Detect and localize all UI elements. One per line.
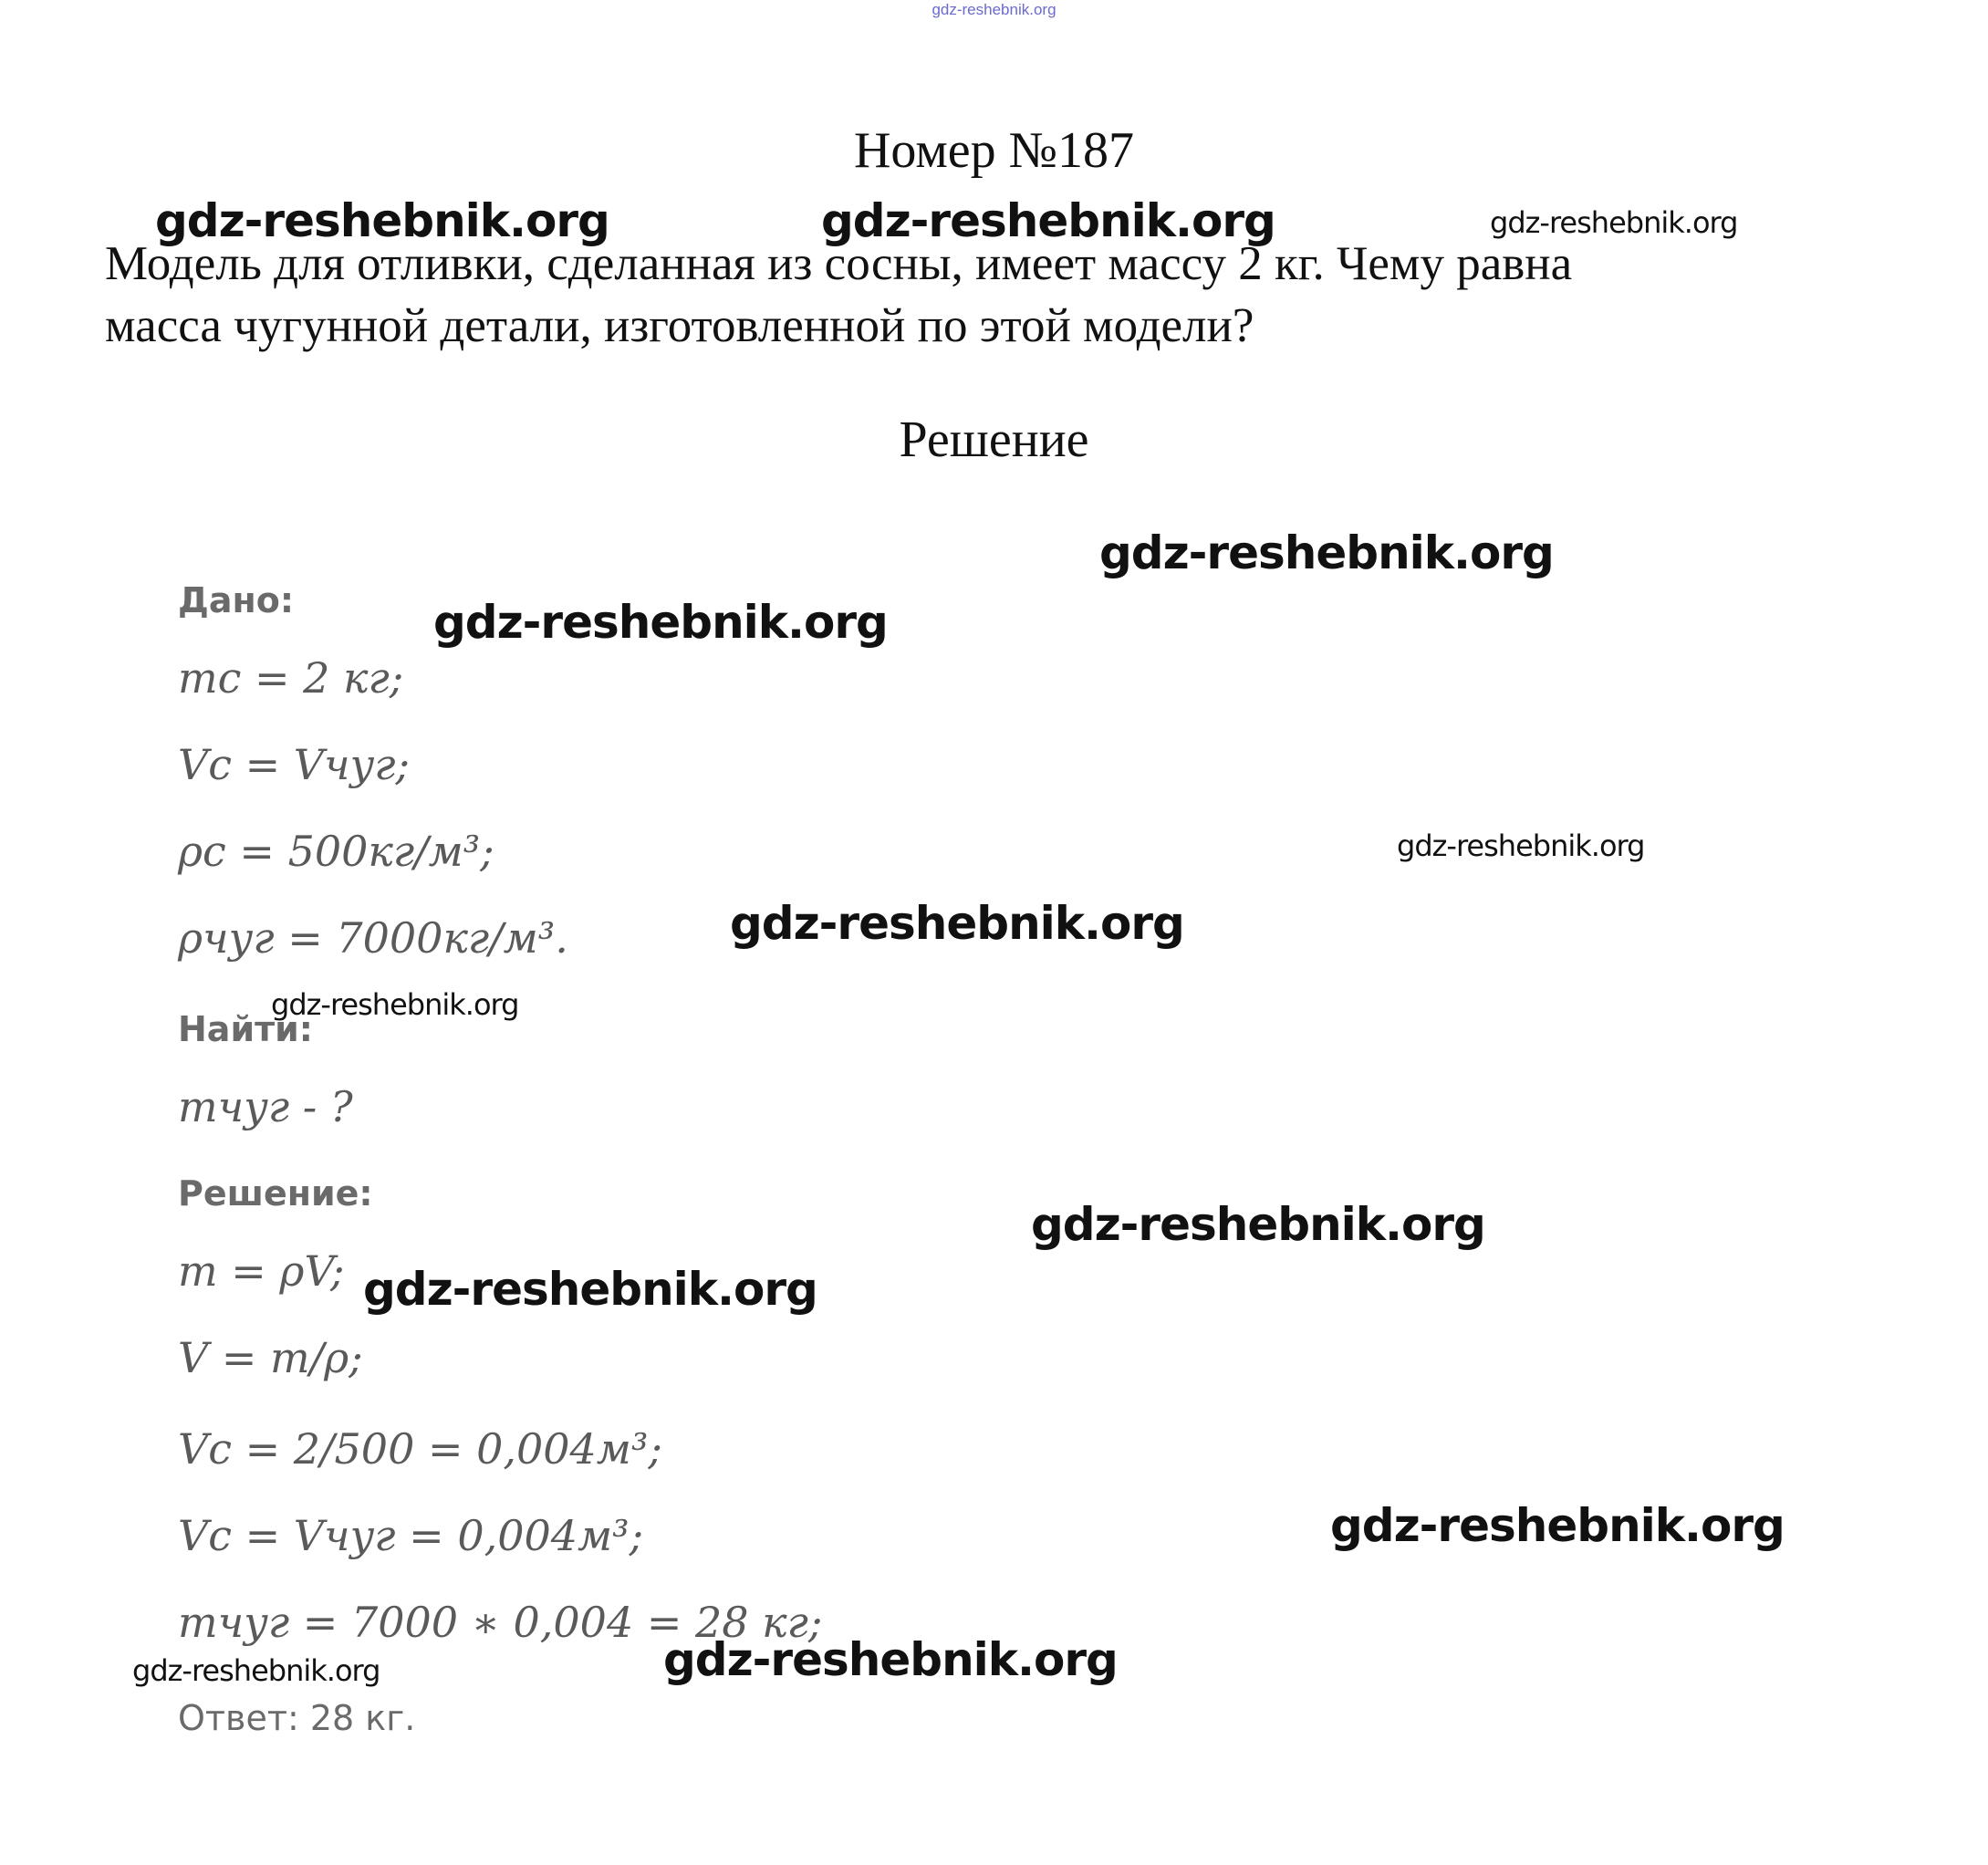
calc-volume-pine: Vc = 2/500 = 0,004м³; (178, 1424, 662, 1474)
watermark: gdz-reshebnik.org (155, 194, 609, 247)
given-volume-equal: Vc = Vчуг; (178, 740, 411, 789)
watermark: gdz-reshebnik.org (663, 1633, 1118, 1686)
answer: Ответ: 28 кг. (178, 1698, 416, 1738)
given-mass-pine: mс = 2 кг; (178, 653, 404, 703)
problem-statement (105, 233, 1838, 357)
watermark: gdz-reshebnik.org (132, 1653, 380, 1688)
find-label: Найти: (178, 1009, 313, 1049)
problem-line-2: масса чугунной детали, изготовленной по этой модели? (105, 299, 1254, 352)
find-value: mчуг - ? (178, 1082, 353, 1131)
calc-mass-iron: mчуг = 7000 ∗ 0,004 = 28 кг; (178, 1598, 823, 1647)
given-density-iron: ρчуг = 7000кг/м³. (178, 913, 568, 963)
given-label: Дано: (178, 580, 295, 620)
watermark: gdz-reshebnik.org (271, 987, 519, 1022)
watermark: gdz-reshebnik.org (363, 1263, 817, 1316)
watermark: gdz-reshebnik.org (730, 897, 1184, 950)
page-title: Номер №187 (853, 122, 1135, 179)
top-watermark: gdz-reshebnik.org (932, 1, 1056, 18)
solution-heading: Решение (899, 412, 1089, 468)
calc-volume-equal: Vc = Vчуг = 0,004м³; (178, 1511, 644, 1560)
watermark: gdz-reshebnik.org (1397, 828, 1645, 863)
formula-mass: m = ρV; (178, 1246, 345, 1296)
problem-line-1: Модель для отливки, сделанная из сосны, имеет массу 2 кг. Чему равна (105, 237, 1573, 290)
given-density-pine: ρc = 500кг/м³; (178, 827, 494, 876)
solution-label: Решение: (178, 1173, 373, 1214)
watermark: gdz-reshebnik.org (1031, 1198, 1485, 1251)
watermark: gdz-reshebnik.org (1330, 1499, 1785, 1552)
watermark: gdz-reshebnik.org (433, 596, 888, 649)
watermark: gdz-reshebnik.org (1490, 205, 1738, 240)
formula-volume: V = m/ρ; (178, 1333, 363, 1382)
watermark: gdz-reshebnik.org (1099, 526, 1554, 579)
watermark: gdz-reshebnik.org (821, 194, 1275, 247)
